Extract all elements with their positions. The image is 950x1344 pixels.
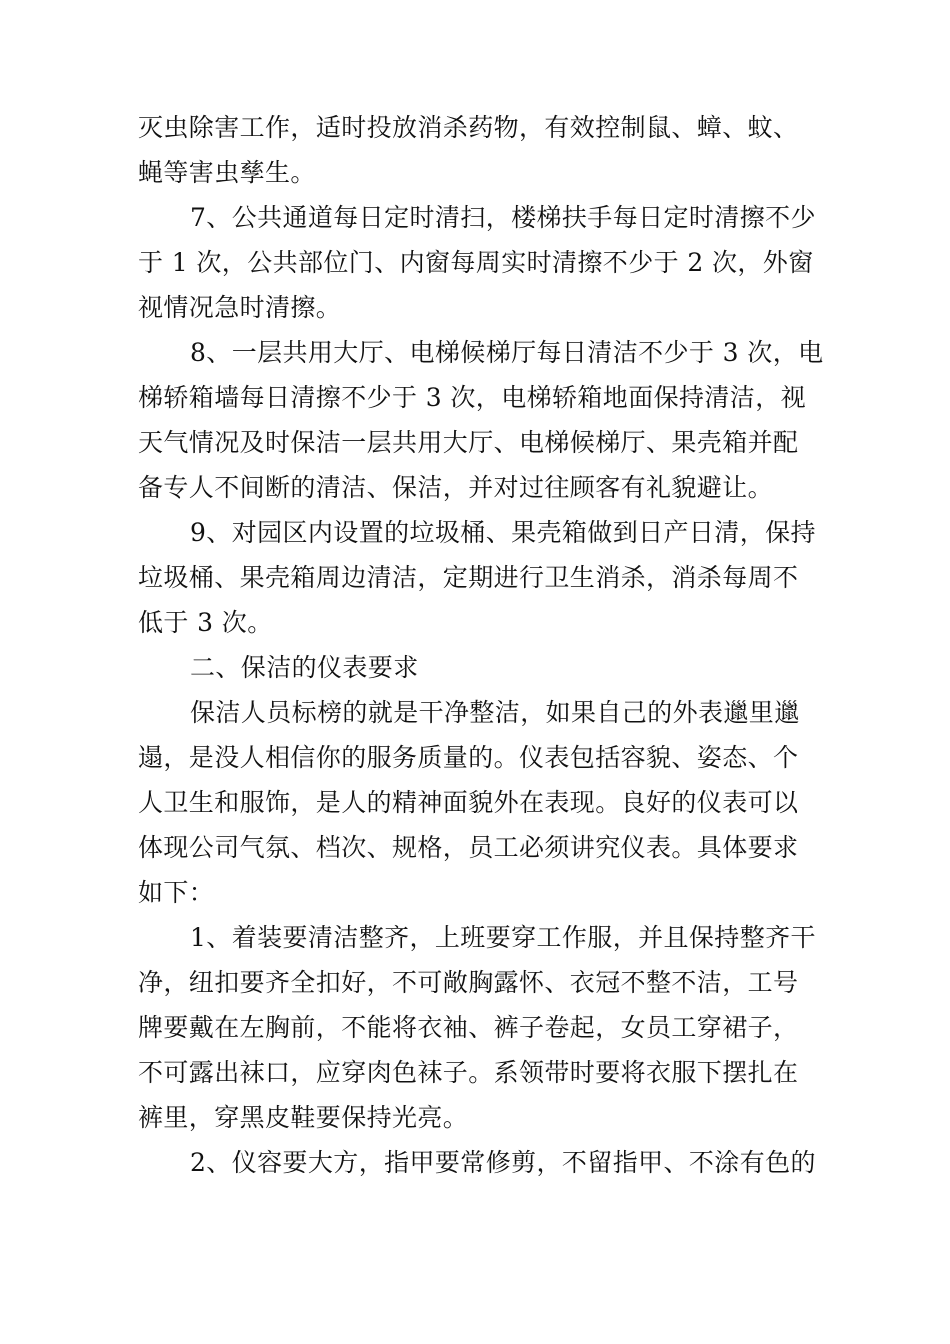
- text-line: 9、对园区内设置的垃圾桶、果壳箱做到日产日清，保持: [190, 518, 816, 547]
- text-line: 梯轿箱墙每日清擦不少于 3 次，电梯轿箱地面保持清洁，视: [138, 383, 807, 412]
- text-line: 2、仪容要大方，指甲要常修剪，不留指甲、不涂有色的: [190, 1148, 816, 1177]
- text-line: 灭虫除害工作，适时投放消杀药物，有效控制鼠、蟑、蚊、: [138, 113, 799, 142]
- text-line: 人卫生和服饰，是人的精神面貌外在表现。良好的仪表可以: [138, 788, 799, 817]
- text-line: 保洁人员标榜的就是干净整洁，如果自己的外表邋里邋: [190, 698, 800, 727]
- text-line: 8、一层共用大厅、电梯候梯厅每日清洁不少于 3 次，电: [190, 338, 824, 367]
- text-line: 低于 3 次。: [138, 608, 273, 637]
- document-body-text: [138, 105, 824, 1185]
- text-line: 垃圾桶、果壳箱周边清洁，定期进行卫生消杀，消杀每周不: [138, 563, 799, 592]
- text-line: 如下：: [138, 878, 215, 907]
- text-line: 于 1 次，公共部位门、内窗每周实时清擦不少于 2 次，外窗: [138, 248, 814, 277]
- text-line: 遢，是没人相信你的服务质量的。仪表包括容貌、姿态、个: [138, 743, 799, 772]
- text-line: 天气情况及时保洁一层共用大厅、电梯候梯厅、果壳箱并配: [138, 428, 799, 457]
- text-line: 视情况急时清擦。: [138, 293, 342, 322]
- text-line: 裤里，穿黑皮鞋要保持光亮。: [138, 1103, 469, 1132]
- text-line: 牌要戴在左胸前，不能将衣袖、裤子卷起，女员工穿裙子，: [138, 1013, 799, 1042]
- text-line: 备专人不间断的清洁、保洁，并对过往顾客有礼貌避让。: [138, 473, 774, 502]
- text-line: 不可露出袜口，应穿肉色袜子。系领带时要将衣服下摆扎在: [138, 1058, 799, 1087]
- text-line: 7、公共通道每日定时清扫，楼梯扶手每日定时清擦不少: [190, 203, 816, 232]
- text-line: 蝇等害虫孳生。: [138, 158, 316, 187]
- text-line: 1、着装要清洁整齐，上班要穿工作服，并且保持整齐干: [190, 923, 816, 952]
- text-line: 体现公司气氛、档次、规格，员工必须讲究仪表。具体要求: [138, 833, 799, 862]
- section-heading: 二、保洁的仪表要求: [190, 653, 419, 682]
- text-line: 净，纽扣要齐全扣好，不可敞胸露怀、衣冠不整不洁，工号: [138, 968, 799, 997]
